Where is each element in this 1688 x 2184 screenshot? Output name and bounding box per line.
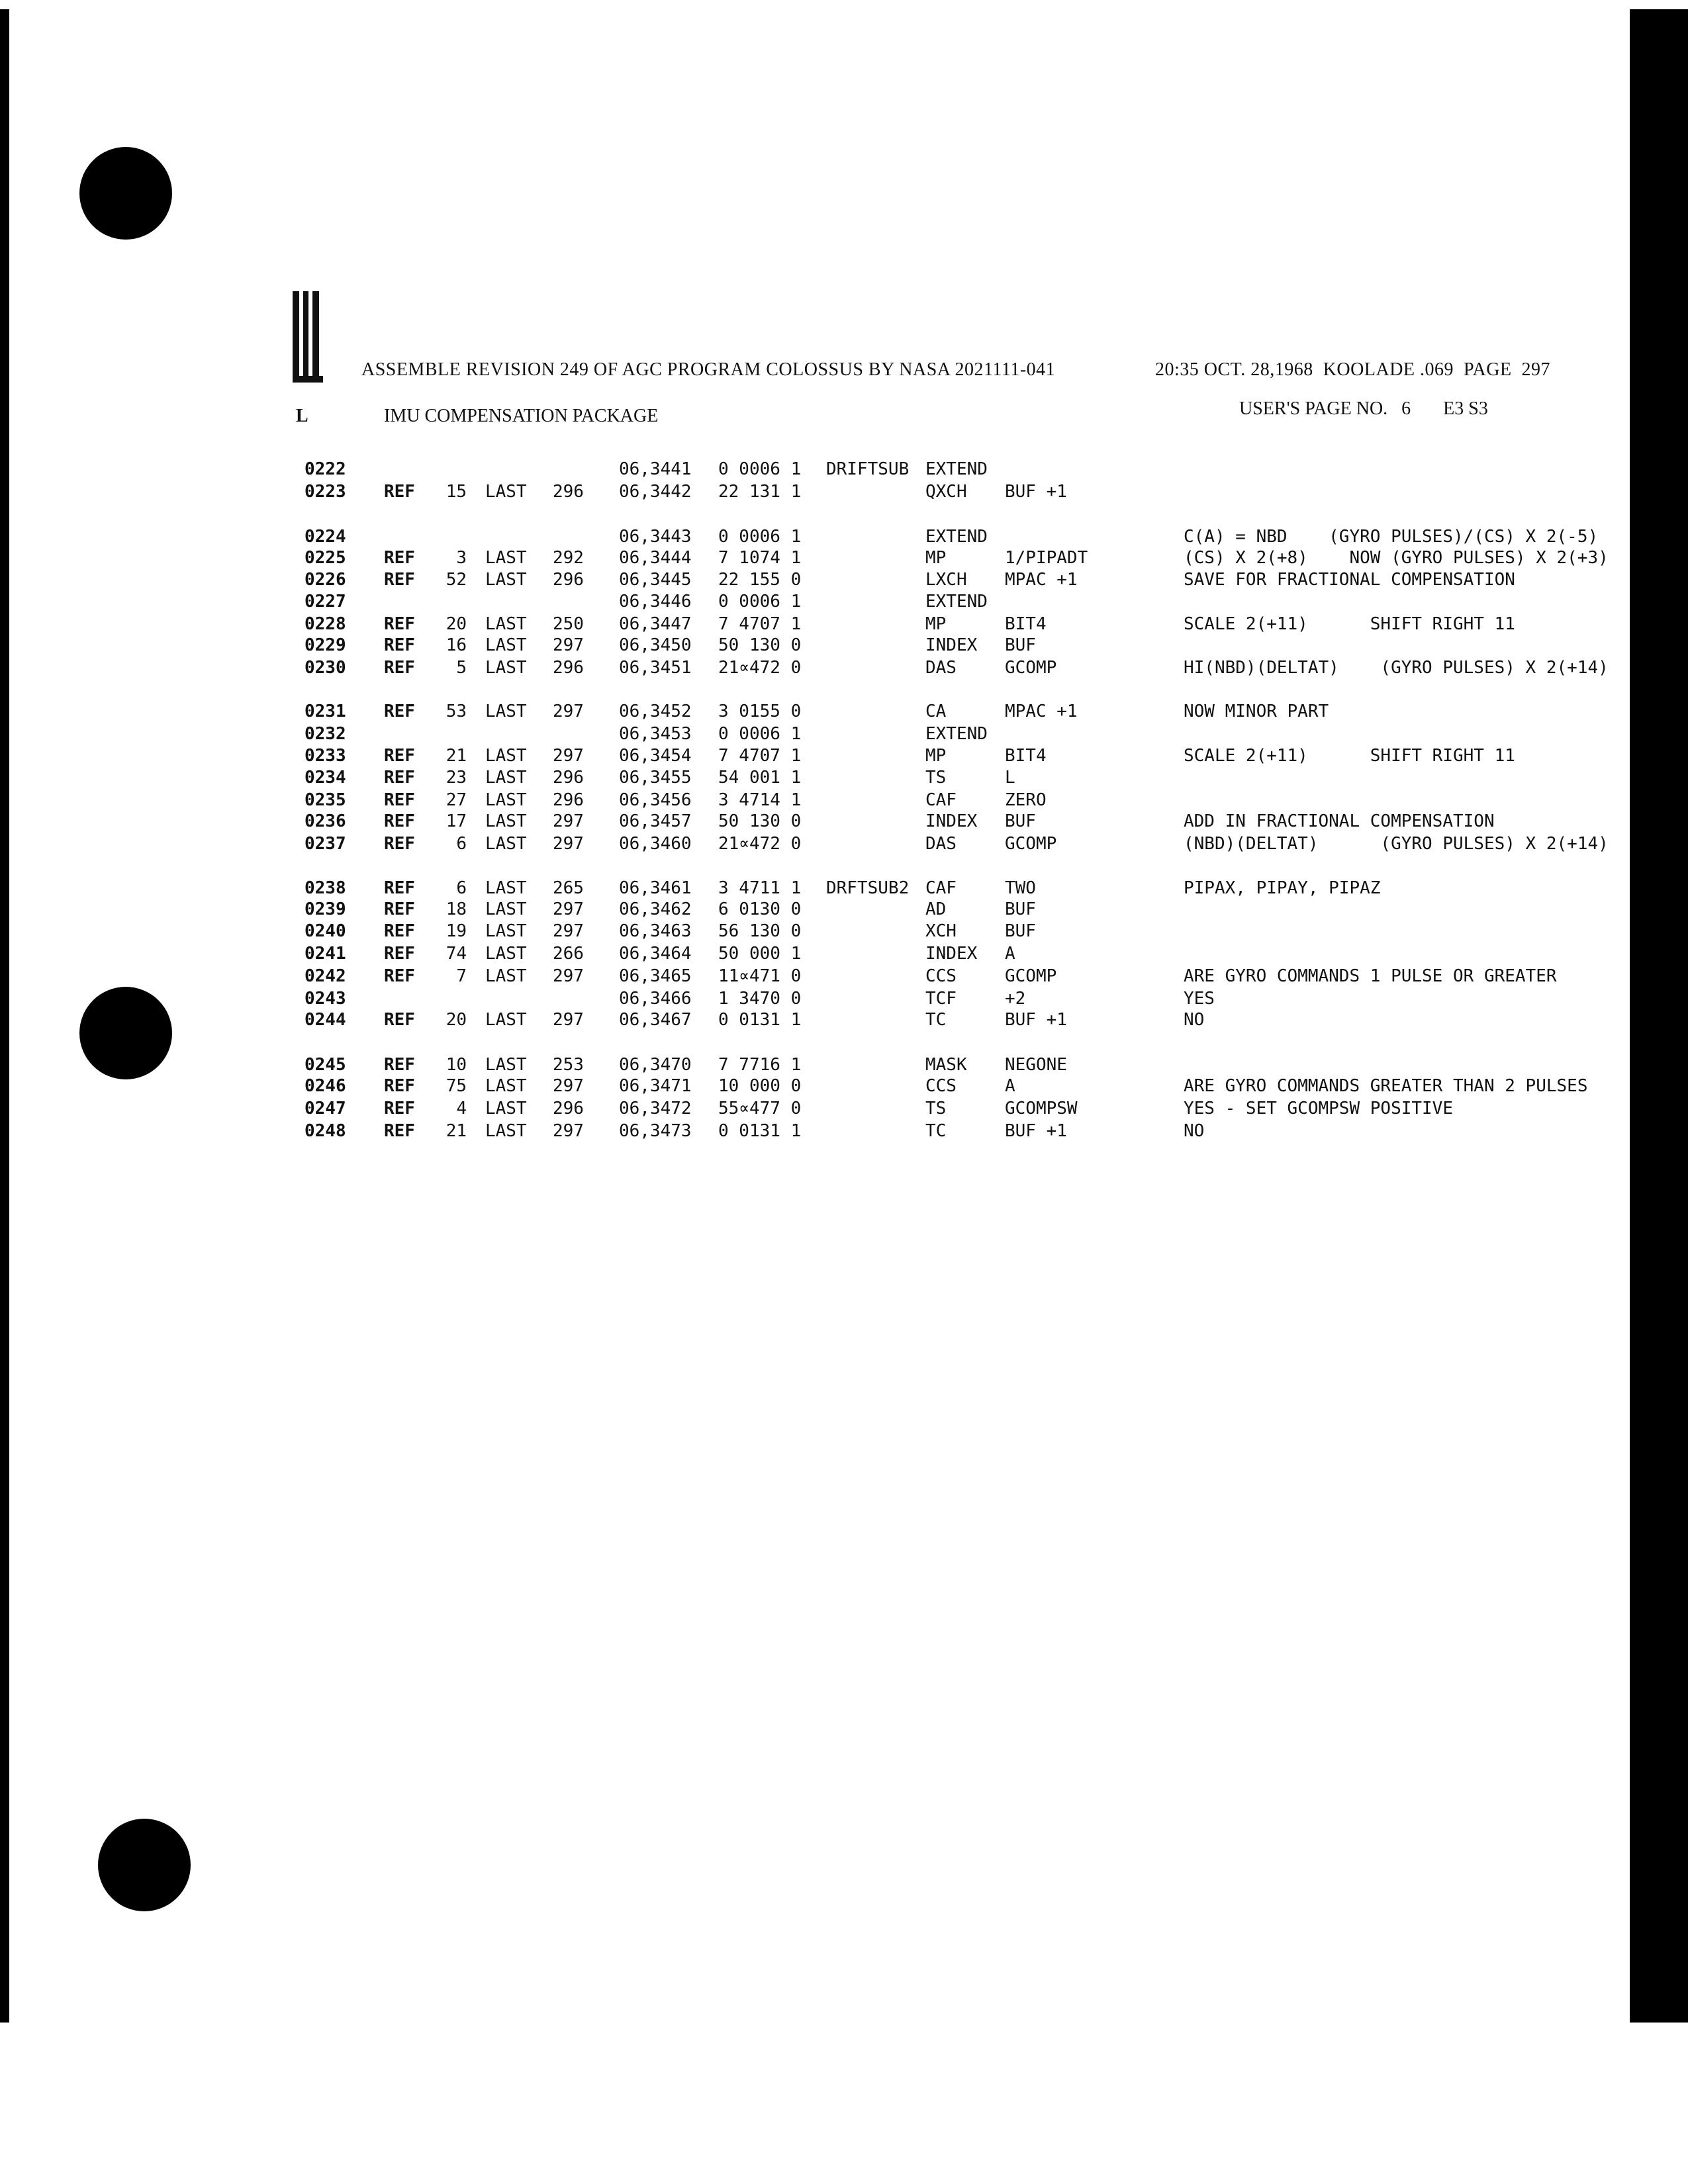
last-tag: LAST (485, 1076, 527, 1096)
octal-code: 3 4711 1 (718, 878, 802, 898)
listing-row (0, 1009, 1688, 1035)
ref-count: 75 (445, 1076, 467, 1096)
ref-tag: REF (384, 1055, 415, 1075)
line-number: 0235 (305, 790, 346, 810)
line-number: 0232 (305, 724, 346, 744)
last-page: 297 (553, 1121, 584, 1141)
last-page: 297 (553, 966, 584, 986)
comment: PIPAX, PIPAY, PIPAZ (1184, 878, 1381, 898)
operand: A (1005, 944, 1015, 964)
ref-count: 21 (445, 746, 467, 766)
last-page: 297 (553, 746, 584, 766)
comment: ARE GYRO COMMANDS 1 PULSE OR GREATER (1184, 966, 1557, 986)
ref-count: 18 (445, 899, 467, 919)
last-page: 296 (553, 790, 584, 810)
listing-flag: L (296, 406, 308, 426)
ref-tag: REF (384, 966, 415, 986)
printer-margin-mark (293, 291, 327, 383)
symbol-label: DRIFTSUB (826, 459, 910, 479)
opcode: DAS (925, 658, 957, 678)
last-page: 297 (553, 834, 584, 854)
opcode: TS (925, 1099, 947, 1118)
octal-code: 0 0006 1 (718, 724, 802, 744)
line-number: 0238 (305, 878, 346, 898)
last-page: 297 (553, 635, 584, 655)
octal-code: 7 4707 1 (718, 614, 802, 634)
ref-count: 5 (456, 658, 467, 678)
ref-tag: REF (384, 635, 415, 655)
last-tag: LAST (485, 921, 527, 941)
operand: BUF (1005, 635, 1036, 655)
opcode: TC (925, 1121, 947, 1141)
last-page: 266 (553, 944, 584, 964)
listing-timestamp: 20:35 OCT. 28,1968 KOOLADE .069 PAGE 297 (1155, 359, 1551, 380)
opcode: MP (925, 548, 947, 568)
user-page-number: USER'S PAGE NO. 6 E3 S3 (1239, 398, 1488, 419)
last-page: 296 (553, 570, 584, 590)
address: 06,3467 (619, 1010, 692, 1030)
opcode: EXTEND (925, 459, 988, 479)
address: 06,3461 (619, 878, 692, 898)
ref-count: 20 (445, 614, 467, 634)
octal-code: 0 0131 1 (718, 1010, 802, 1030)
opcode: MP (925, 746, 947, 766)
opcode: MASK (925, 1055, 967, 1075)
octal-code: 22 155 0 (718, 570, 802, 590)
last-tag: LAST (485, 548, 527, 568)
last-page: 297 (553, 899, 584, 919)
operand: GCOMP (1005, 834, 1057, 854)
octal-code: 21∝472 0 (718, 834, 802, 854)
ref-count: 19 (445, 921, 467, 941)
ref-count: 53 (445, 702, 467, 721)
address: 06,3457 (619, 811, 692, 831)
last-tag: LAST (485, 790, 527, 810)
opcode: CCS (925, 1076, 957, 1096)
line-number: 0242 (305, 966, 346, 986)
opcode: TC (925, 1010, 947, 1030)
line-number: 0236 (305, 811, 346, 831)
operand: BUF +1 (1005, 1121, 1067, 1141)
line-number: 0226 (305, 570, 346, 590)
opcode: CAF (925, 878, 957, 898)
ref-count: 6 (456, 834, 467, 854)
line-number: 0229 (305, 635, 346, 655)
line-number: 0228 (305, 614, 346, 634)
line-number: 0225 (305, 548, 346, 568)
last-tag: LAST (485, 899, 527, 919)
ref-tag: REF (384, 1010, 415, 1030)
symbol-label: DRFTSUB2 (826, 878, 910, 898)
last-tag: LAST (485, 702, 527, 721)
ref-tag: REF (384, 899, 415, 919)
last-tag: LAST (485, 966, 527, 986)
opcode: TCF (925, 989, 957, 1009)
ref-tag: REF (384, 1076, 415, 1096)
address: 06,3472 (619, 1099, 692, 1118)
operand: L (1005, 768, 1015, 788)
octal-code: 50 130 0 (718, 811, 802, 831)
ref-count: 21 (445, 1121, 467, 1141)
octal-code: 7 4707 1 (718, 746, 802, 766)
listing-row (0, 1120, 1688, 1146)
opcode: CAF (925, 790, 957, 810)
operand: BIT4 (1005, 746, 1047, 766)
comment: SCALE 2(+11) SHIFT RIGHT 11 (1184, 614, 1515, 634)
address: 06,3464 (619, 944, 692, 964)
address: 06,3446 (619, 592, 692, 612)
punch-hole (79, 147, 172, 240)
address: 06,3450 (619, 635, 692, 655)
last-page: 292 (553, 548, 584, 568)
operand: BUF +1 (1005, 482, 1067, 502)
comment: YES (1184, 989, 1215, 1009)
opcode: XCH (925, 921, 957, 941)
line-number: 0243 (305, 989, 346, 1009)
last-tag: LAST (485, 746, 527, 766)
address: 06,3456 (619, 790, 692, 810)
ref-tag: REF (384, 878, 415, 898)
last-page: 253 (553, 1055, 584, 1075)
ref-tag: REF (384, 702, 415, 721)
line-number: 0247 (305, 1099, 346, 1118)
operand: MPAC +1 (1005, 570, 1078, 590)
listing-title: ASSEMBLE REVISION 249 OF AGC PROGRAM COLOSSUS BY NASA 2021111-041 (361, 359, 1056, 380)
operand: BIT4 (1005, 614, 1047, 634)
address: 06,3454 (619, 746, 692, 766)
opcode: CA (925, 702, 947, 721)
address: 06,3470 (619, 1055, 692, 1075)
line-number: 0241 (305, 944, 346, 964)
ref-tag: REF (384, 548, 415, 568)
address: 06,3443 (619, 527, 692, 547)
octal-code: 11∝471 0 (718, 966, 802, 986)
address: 06,3473 (619, 1121, 692, 1141)
line-number: 0222 (305, 459, 346, 479)
line-number: 0239 (305, 899, 346, 919)
comment: (NBD)(DELTAT) (GYRO PULSES) X 2(+14) (1184, 834, 1609, 854)
comment: C(A) = NBD (GYRO PULSES)/(CS) X 2(-5) (1184, 527, 1599, 547)
line-number: 0237 (305, 834, 346, 854)
address: 06,3471 (619, 1076, 692, 1096)
ref-count: 7 (456, 966, 467, 986)
ref-count: 15 (445, 482, 467, 502)
last-page: 296 (553, 482, 584, 502)
ref-count: 10 (445, 1055, 467, 1075)
opcode: MP (925, 614, 947, 634)
operand: A (1005, 1076, 1015, 1096)
address: 06,3452 (619, 702, 692, 721)
address: 06,3445 (619, 570, 692, 590)
octal-code: 22 131 1 (718, 482, 802, 502)
opcode: INDEX (925, 635, 978, 655)
last-page: 297 (553, 1010, 584, 1030)
octal-code: 54 001 1 (718, 768, 802, 788)
ref-tag: REF (384, 1099, 415, 1118)
comment: HI(NBD)(DELTAT) (GYRO PULSES) X 2(+14) (1184, 658, 1609, 678)
address: 06,3442 (619, 482, 692, 502)
operand: ZERO (1005, 790, 1047, 810)
operand: 1/PIPADT (1005, 548, 1088, 568)
last-page: 297 (553, 702, 584, 721)
octal-code: 7 7716 1 (718, 1055, 802, 1075)
punch-hole (98, 1819, 191, 1911)
last-tag: LAST (485, 1010, 527, 1030)
octal-code: 3 4714 1 (718, 790, 802, 810)
line-number: 0231 (305, 702, 346, 721)
line-number: 0230 (305, 658, 346, 678)
address: 06,3451 (619, 658, 692, 678)
last-tag: LAST (485, 811, 527, 831)
last-page: 250 (553, 614, 584, 634)
address: 06,3453 (619, 724, 692, 744)
last-tag: LAST (485, 944, 527, 964)
ref-tag: REF (384, 482, 415, 502)
comment: SCALE 2(+11) SHIFT RIGHT 11 (1184, 746, 1515, 766)
ref-count: 6 (456, 878, 467, 898)
octal-code: 50 130 0 (718, 635, 802, 655)
ref-tag: REF (384, 921, 415, 941)
address: 06,3460 (619, 834, 692, 854)
opcode: INDEX (925, 944, 978, 964)
operand: NEGONE (1005, 1055, 1067, 1075)
comment: NOW MINOR PART (1184, 702, 1329, 721)
ref-count: 16 (445, 635, 467, 655)
listing-row (0, 657, 1688, 683)
ref-tag: REF (384, 1121, 415, 1141)
address: 06,3465 (619, 966, 692, 986)
last-tag: LAST (485, 768, 527, 788)
address: 06,3455 (619, 768, 692, 788)
address: 06,3463 (619, 921, 692, 941)
ref-count: 23 (445, 768, 467, 788)
last-page: 296 (553, 1099, 584, 1118)
last-page: 297 (553, 1076, 584, 1096)
octal-code: 56 130 0 (718, 921, 802, 941)
opcode: TS (925, 768, 947, 788)
opcode: EXTEND (925, 592, 988, 612)
comment: SAVE FOR FRACTIONAL COMPENSATION (1184, 570, 1515, 590)
opcode: QXCH (925, 482, 967, 502)
last-tag: LAST (485, 635, 527, 655)
last-tag: LAST (485, 570, 527, 590)
comment: (CS) X 2(+8) NOW (GYRO PULSES) X 2(+3) (1184, 548, 1609, 568)
last-tag: LAST (485, 834, 527, 854)
opcode: LXCH (925, 570, 967, 590)
address: 06,3444 (619, 548, 692, 568)
line-number: 0248 (305, 1121, 346, 1141)
octal-code: 21∝472 0 (718, 658, 802, 678)
ref-tag: REF (384, 768, 415, 788)
operand: BUF (1005, 811, 1036, 831)
line-number: 0245 (305, 1055, 346, 1075)
octal-code: 10 000 0 (718, 1076, 802, 1096)
address: 06,3462 (619, 899, 692, 919)
last-tag: LAST (485, 614, 527, 634)
line-number: 0234 (305, 768, 346, 788)
last-page: 297 (553, 921, 584, 941)
octal-code: 1 3470 0 (718, 989, 802, 1009)
line-number: 0223 (305, 482, 346, 502)
last-page: 296 (553, 658, 584, 678)
ref-count: 17 (445, 811, 467, 831)
last-tag: LAST (485, 878, 527, 898)
ref-tag: REF (384, 614, 415, 634)
octal-code: 0 0006 1 (718, 592, 802, 612)
octal-code: 50 000 1 (718, 944, 802, 964)
ref-count: 74 (445, 944, 467, 964)
opcode: CCS (925, 966, 957, 986)
listing-row (0, 833, 1688, 859)
octal-code: 0 0006 1 (718, 527, 802, 547)
ref-tag: REF (384, 834, 415, 854)
ref-count: 4 (456, 1099, 467, 1118)
section-title: IMU COMPENSATION PACKAGE (384, 406, 659, 426)
address: 06,3447 (619, 614, 692, 634)
operand: MPAC +1 (1005, 702, 1078, 721)
comment: NO (1184, 1010, 1205, 1030)
address: 06,3441 (619, 459, 692, 479)
line-number: 0227 (305, 592, 346, 612)
opcode: DAS (925, 834, 957, 854)
comment: ADD IN FRACTIONAL COMPENSATION (1184, 811, 1495, 831)
ref-tag: REF (384, 811, 415, 831)
ref-tag: REF (384, 746, 415, 766)
ref-tag: REF (384, 790, 415, 810)
ref-count: 20 (445, 1010, 467, 1030)
line-number: 0233 (305, 746, 346, 766)
ref-count: 3 (456, 548, 467, 568)
line-number: 0246 (305, 1076, 346, 1096)
last-tag: LAST (485, 1099, 527, 1118)
ref-count: 27 (445, 790, 467, 810)
ref-count: 52 (445, 570, 467, 590)
line-number: 0224 (305, 527, 346, 547)
last-tag: LAST (485, 1055, 527, 1075)
operand: GCOMPSW (1005, 1099, 1078, 1118)
octal-code: 3 0155 0 (718, 702, 802, 721)
comment: YES - SET GCOMPSW POSITIVE (1184, 1099, 1453, 1118)
comment: NO (1184, 1121, 1205, 1141)
operand: GCOMP (1005, 658, 1057, 678)
address: 06,3466 (619, 989, 692, 1009)
octal-code: 55∝477 0 (718, 1099, 802, 1118)
operand: BUF +1 (1005, 1010, 1067, 1030)
line-number: 0240 (305, 921, 346, 941)
ref-tag: REF (384, 658, 415, 678)
opcode: AD (925, 899, 947, 919)
octal-code: 6 0130 0 (718, 899, 802, 919)
last-tag: LAST (485, 1121, 527, 1141)
opcode: INDEX (925, 811, 978, 831)
opcode: EXTEND (925, 527, 988, 547)
octal-code: 0 0006 1 (718, 459, 802, 479)
last-tag: LAST (485, 482, 527, 502)
octal-code: 7 1074 1 (718, 548, 802, 568)
operand: TWO (1005, 878, 1036, 898)
last-page: 265 (553, 878, 584, 898)
opcode: EXTEND (925, 724, 988, 744)
octal-code: 0 0131 1 (718, 1121, 802, 1141)
last-page: 297 (553, 811, 584, 831)
operand: BUF (1005, 899, 1036, 919)
operand: BUF (1005, 921, 1036, 941)
operand: +2 (1005, 989, 1026, 1009)
line-number: 0244 (305, 1010, 346, 1030)
last-tag: LAST (485, 658, 527, 678)
last-page: 296 (553, 768, 584, 788)
operand: GCOMP (1005, 966, 1057, 986)
ref-tag: REF (384, 944, 415, 964)
listing-row (0, 480, 1688, 507)
comment: ARE GYRO COMMANDS GREATER THAN 2 PULSES (1184, 1076, 1588, 1096)
ref-tag: REF (384, 570, 415, 590)
